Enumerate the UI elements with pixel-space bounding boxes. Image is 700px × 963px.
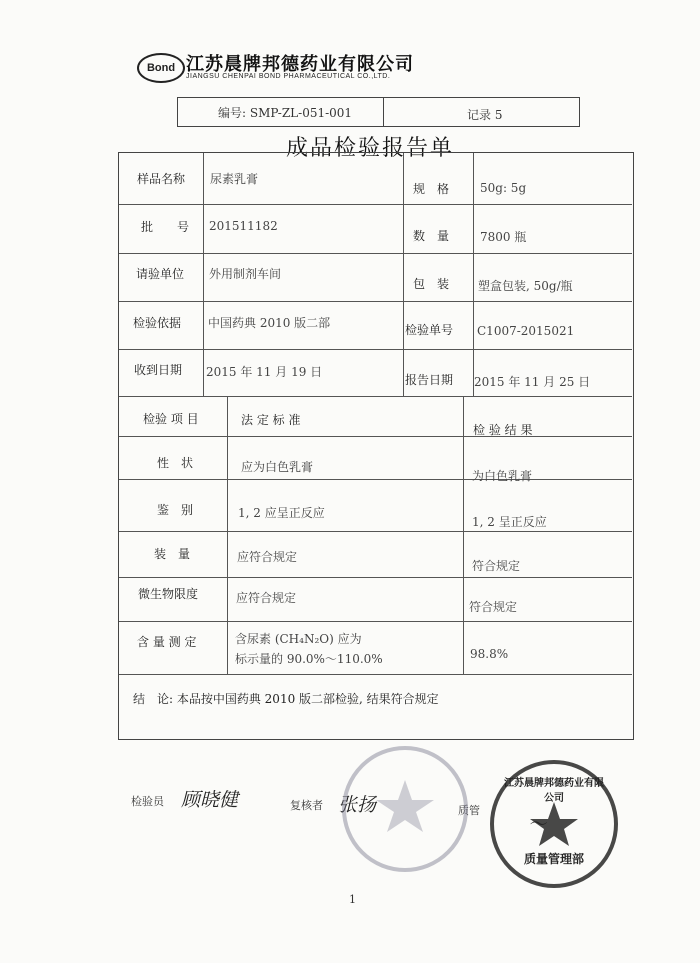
requester-label: 请验单位 <box>136 267 185 281</box>
quantity-value: 7800 瓶 <box>480 230 527 244</box>
basis-value: 中国药典 2010 版二部 <box>208 316 331 330</box>
test-result: 为白色乳膏 <box>472 469 533 483</box>
test-item: 微生物限度 <box>138 587 199 601</box>
requester-value: 外用制剂车间 <box>209 267 282 281</box>
qa-signature-mark: 〜 <box>528 814 546 835</box>
company-seal <box>490 760 618 888</box>
conclusion: 结 论: 本品按中国药典 2010 版二部检验, 结果符合规定 <box>133 692 439 706</box>
header-item: 检验 项 目 <box>143 412 199 426</box>
reviewer-label: 复核者 <box>290 799 323 812</box>
package-label: 包 装 <box>413 277 450 291</box>
test-standard-line2: 标示量的 90.0%～110.0% <box>235 652 383 666</box>
faded-seal <box>342 746 468 872</box>
received-value: 2015 年 11 月 19 日 <box>206 365 323 379</box>
report-title: 成品检验报告单 <box>285 136 454 161</box>
test-standard: 应符合规定 <box>236 591 297 605</box>
company-name-en: JIANGSU CHENPAI BOND PHARMACEUTICAL CO.,LTD. <box>186 73 391 80</box>
test-result: 1, 2 呈正反应 <box>472 515 547 529</box>
test-item: 装 量 <box>154 547 191 561</box>
reviewer-signature: 张扬 <box>338 794 377 816</box>
package-value: 塑盒包装, 50g/瓶 <box>478 279 573 293</box>
quantity-label: 数 量 <box>413 229 450 243</box>
report-date-value: 2015 年 11 月 25 日 <box>474 375 591 389</box>
report-date-label: 报告日期 <box>405 373 454 387</box>
seal-text: 江苏晨牌邦德药业有限公司 <box>504 778 604 804</box>
header-result: 检 验 结 果 <box>473 423 533 437</box>
test-standard: 含尿素 (CH₄N₂O) 应为 <box>235 632 362 646</box>
test-result: 98.8% <box>470 647 509 661</box>
test-item: 含 量 测 定 <box>137 635 197 649</box>
batch-label: 批 号 <box>141 220 190 234</box>
test-result: 符合规定 <box>472 559 521 573</box>
header-standard: 法 定 标 准 <box>241 413 301 427</box>
sample-name-label: 样品名称 <box>137 172 186 186</box>
test-item: 鉴 别 <box>157 503 194 517</box>
report-no-label: 检验单号 <box>405 323 454 337</box>
test-standard: 1, 2 应呈正反应 <box>238 506 325 520</box>
qa-label: 质管 <box>458 804 480 817</box>
test-standard: 应符合规定 <box>237 550 298 564</box>
inspector-signature: 顾晓健 <box>181 789 239 811</box>
test-standard: 应为白色乳膏 <box>241 460 314 474</box>
document-code: 编号: SMP-ZL-051-001 <box>218 106 353 120</box>
report-no-value: C1007-2015021 <box>477 324 575 338</box>
received-label: 收到日期 <box>134 363 183 377</box>
test-item: 性 状 <box>157 456 194 470</box>
sample-name-value: 尿素乳膏 <box>210 172 259 186</box>
basis-label: 检验依据 <box>133 316 182 330</box>
star-icon <box>346 750 464 868</box>
page-number: 1 <box>349 893 356 906</box>
spec-value: 50g: 5g <box>480 181 527 195</box>
batch-value: 201511182 <box>209 219 278 233</box>
record-number: 记录 5 <box>467 108 503 122</box>
seal-subtext: 质量管理部 <box>523 852 584 866</box>
spec-label: 规 格 <box>413 182 450 196</box>
company-name-cn: 江苏晨牌邦德药业有限公司 <box>186 54 414 75</box>
inspector-label: 检验员 <box>131 795 164 808</box>
test-result: 符合规定 <box>469 600 518 614</box>
company-logo: Bond <box>137 53 185 83</box>
